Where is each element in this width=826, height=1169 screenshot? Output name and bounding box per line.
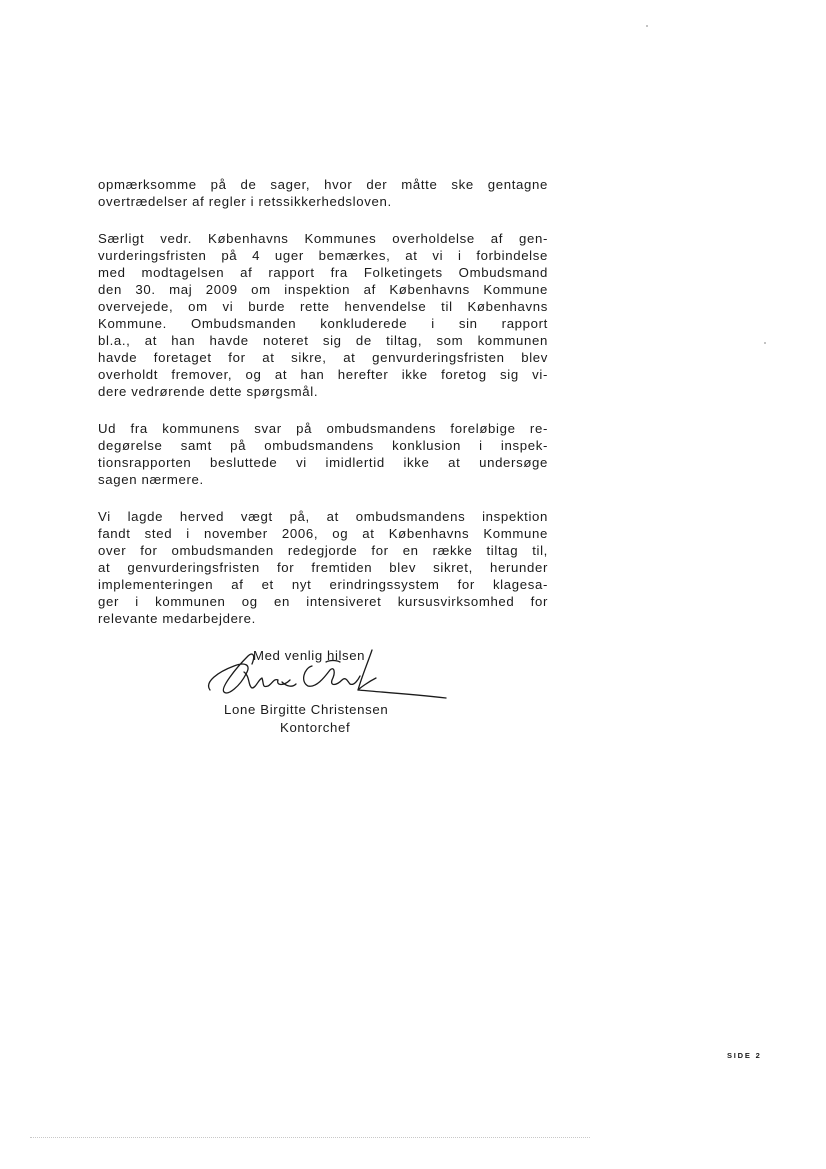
text-line: at genvurderingsfristen for fremtiden blev sikret, herunder: [98, 560, 548, 575]
text-line: den 30. maj 2009 om inspektion af Københavns Kommune: [98, 282, 548, 297]
text-line: implementeringen af et nyt erindringssystem for klagesa-: [98, 577, 548, 592]
text-line: degørelse samt på ombudsmandens konklusion i inspek-: [98, 438, 548, 453]
text-line: opmærksomme på de sager, hvor der måtte ske gentagne: [98, 177, 548, 192]
text-line: Særligt vedr. Københavns Kommunes overholdelse af gen-: [98, 231, 548, 246]
text-line: bl.a., at han havde noteret sig de tiltag, som kommunen: [98, 333, 548, 348]
scan-speck: [764, 342, 766, 344]
text-line: med modtagelsen af rapport fra Folketingets Ombudsmand: [98, 265, 548, 280]
scan-speck: [646, 25, 648, 27]
text-line: overvejede, om vi burde rette henvendelse til Københavns: [98, 299, 548, 314]
text-line: Vi lagde herved vægt på, at ombudsmandens inspektion: [98, 509, 548, 524]
scan-artifact-line: [30, 1137, 590, 1138]
text-line: relevante medarbejdere.: [98, 611, 256, 626]
text-line: overholdt fremover, og at han herefter ikke foretog sig vi-: [98, 367, 548, 382]
signer-title: Kontorchef: [280, 720, 351, 735]
text-line: Ud fra kommunens svar på ombudsmandens foreløbige re-: [98, 421, 548, 436]
paragraph-3: [98, 420, 548, 488]
closing-salutation: Med venlig hilsen: [253, 648, 366, 663]
paragraph-1: [98, 176, 548, 210]
text-line: vurderingsfristen på 4 uger bemærkes, at vi i forbindelse: [98, 248, 548, 263]
paragraph-2: [98, 230, 548, 400]
signer-name: Lone Birgitte Christensen: [224, 702, 389, 717]
text-line: Kommune. Ombudsmanden konkluderede i sin rapport: [98, 316, 548, 331]
text-line: dere vedrørende dette spørgsmål.: [98, 384, 319, 399]
text-line: havde foretaget for at sikre, at genvurderingsfristen blev: [98, 350, 548, 365]
text-line: tionsrapporten besluttede vi imidlertid ikke at undersøge: [98, 455, 548, 470]
page-number: SIDE 2: [727, 1051, 762, 1060]
text-line: fandt sted i november 2006, og at Københavns Kommune: [98, 526, 548, 541]
text-line: overtrædelser af regler i retssikkerhedsloven.: [98, 194, 392, 209]
paragraph-4: [98, 508, 548, 627]
text-line: sagen nærmere.: [98, 472, 204, 487]
text-line: over for ombudsmanden redegjorde for en række tiltag til,: [98, 543, 548, 558]
text-line: ger i kommunen og en intensiveret kursusvirksomhed for: [98, 594, 548, 609]
letter-body: [98, 176, 548, 647]
